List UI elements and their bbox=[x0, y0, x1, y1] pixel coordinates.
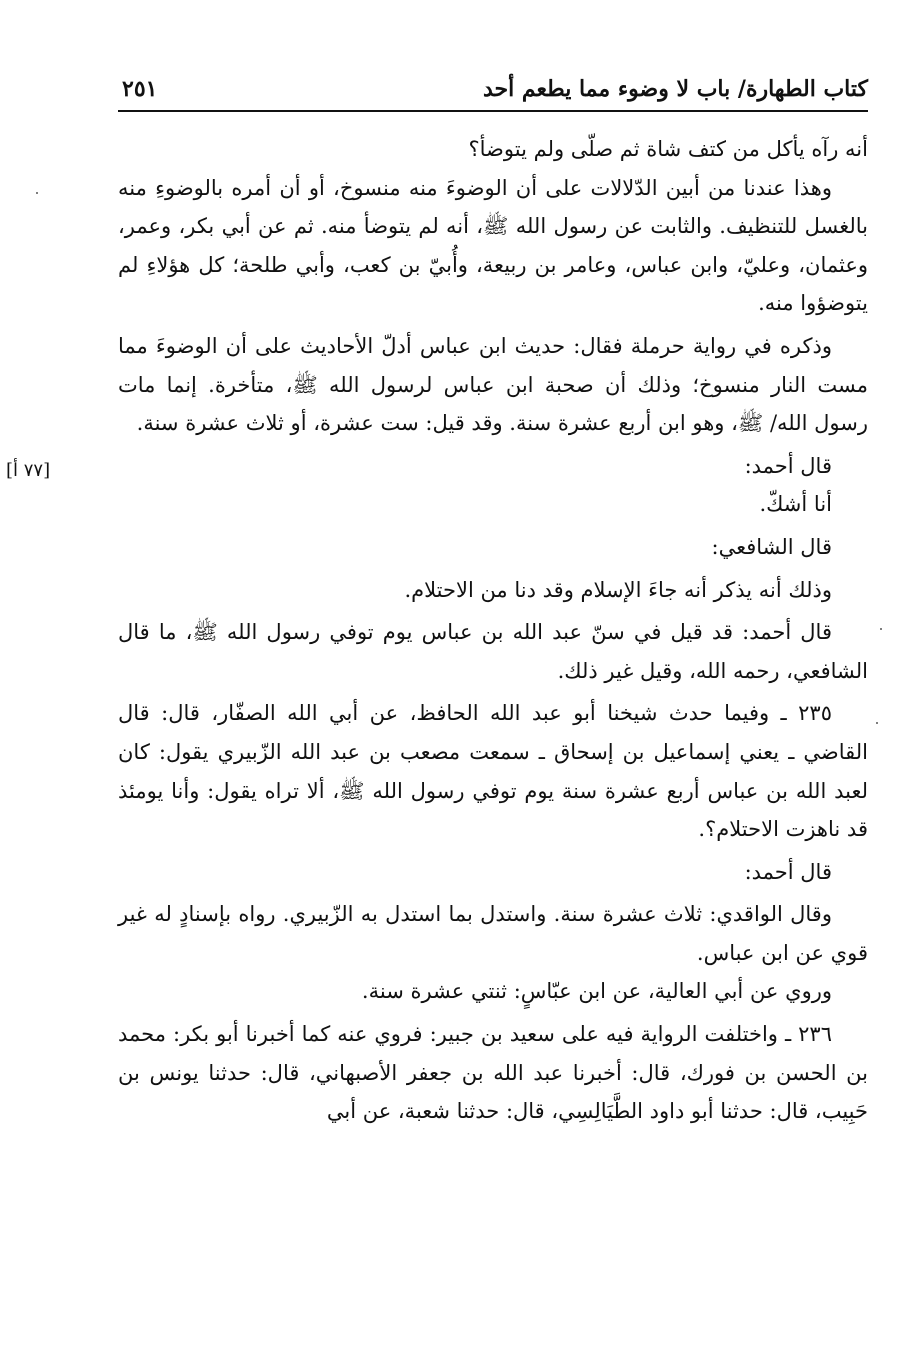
paragraph: وروي عن أبي العالية، عن ابن عبّاسٍ: ثنتي عشرة سنة. bbox=[361, 979, 832, 1004]
header-title: كتاب الطهارة/ باب لا وضوء مما يطعم أحد bbox=[482, 76, 868, 102]
paragraph: ٢٣٥ ـ وفيما حدث شيخنا أبو عبد الله الحافظ، عن أبي الله الصفّار، قال: قال القاضي ـ يعني إسماعيل بن إسحاق ـ سمعت مصعب بن عبد الله الزّبيري يقول: كان لعبد الله بن عباس أربع عشرة سنة يوم توفي رسول الله ﷺ، ألا تراه يقول: وأنا يومئذ قد ناهزت الاحتلام؟. bbox=[118, 701, 868, 842]
manuscript-folio-note: [٧٧ أ] bbox=[6, 460, 51, 481]
paragraph: وهذا عندنا من أبين الدّلالات على أن الوضوءَ منه منسوخ، أو أن أمره بالوضوءِ منه بالغسل للتنظيف. والثابت عن رسول الله ﷺ، أنه لم يتوضأ منه. ثم عن أبي بكر، وعمر، وعثمان، وعليّ، وابن عباس، وعامر بن ربيعة، وأُبيّ بن كعب، وأبي طلحة؛ كل هؤلاءِ لم يتوضؤوا منه. bbox=[118, 175, 868, 316]
paragraph: أنه رآه يأكل من كتف شاة ثم صلّى ولم يتوضأ؟ bbox=[468, 137, 868, 161]
paragraph: قال أحمد: bbox=[744, 453, 832, 478]
header-rule bbox=[118, 110, 868, 112]
book-page bbox=[118, 58, 868, 1131]
running-header bbox=[118, 58, 868, 100]
paragraph: أنا أشكّ. bbox=[759, 492, 832, 517]
paragraph: قال أحمد: bbox=[744, 859, 832, 884]
page-number: ٢٥١ bbox=[122, 76, 158, 102]
scan-speck bbox=[36, 192, 38, 194]
scan-speck bbox=[880, 628, 882, 630]
paragraph: وقال الواقدي: ثلاث عشرة سنة. واستدل بما استدل به الزّبيري. رواه بإسنادٍ له غير قوي عن ابن عباس. bbox=[118, 902, 868, 965]
paragraph: قال الشافعي: bbox=[711, 534, 832, 559]
paragraph: قال أحمد: قد قيل في سنّ عبد الله بن عباس يوم توفي رسول الله ﷺ، ما قال الشافعي، رحمه الله، وقيل غير ذلك. bbox=[118, 620, 868, 683]
paragraph: ٢٣٦ ـ واختلفت الرواية فيه على سعيد بن جبير: فروي عنه كما أخبرنا أبو بكر: محمد بن الحسن بن فورك، قال: أخبرنا عبد الله بن جعفر الأصبهاني، قال: حدثنا يونس بن حَبِيب، قال: حدثنا أبو داود الطَّيَالِسِي، قال: حدثنا شعبة، عن أبي bbox=[118, 1022, 868, 1124]
page-body bbox=[118, 130, 868, 1131]
paragraph: وذكره في رواية حرملة فقال: حديث ابن عباس أدلّ الأحاديث على أن الوضوءَ مما مست النار منسوخ؛ وذلك أن صحبة ابن عباس لرسول الله ﷺ، متأخرة. إنما مات رسول الله/ ﷺ، وهو ابن أربع عشرة سنة. وقد قيل: ست عشرة، أو ثلاث عشرة سنة. bbox=[118, 333, 868, 436]
paragraph: وذلك أنه يذكر أنه جاءَ الإسلام وقد دنا من الاحتلام. bbox=[404, 577, 832, 602]
scan-speck bbox=[876, 722, 878, 724]
